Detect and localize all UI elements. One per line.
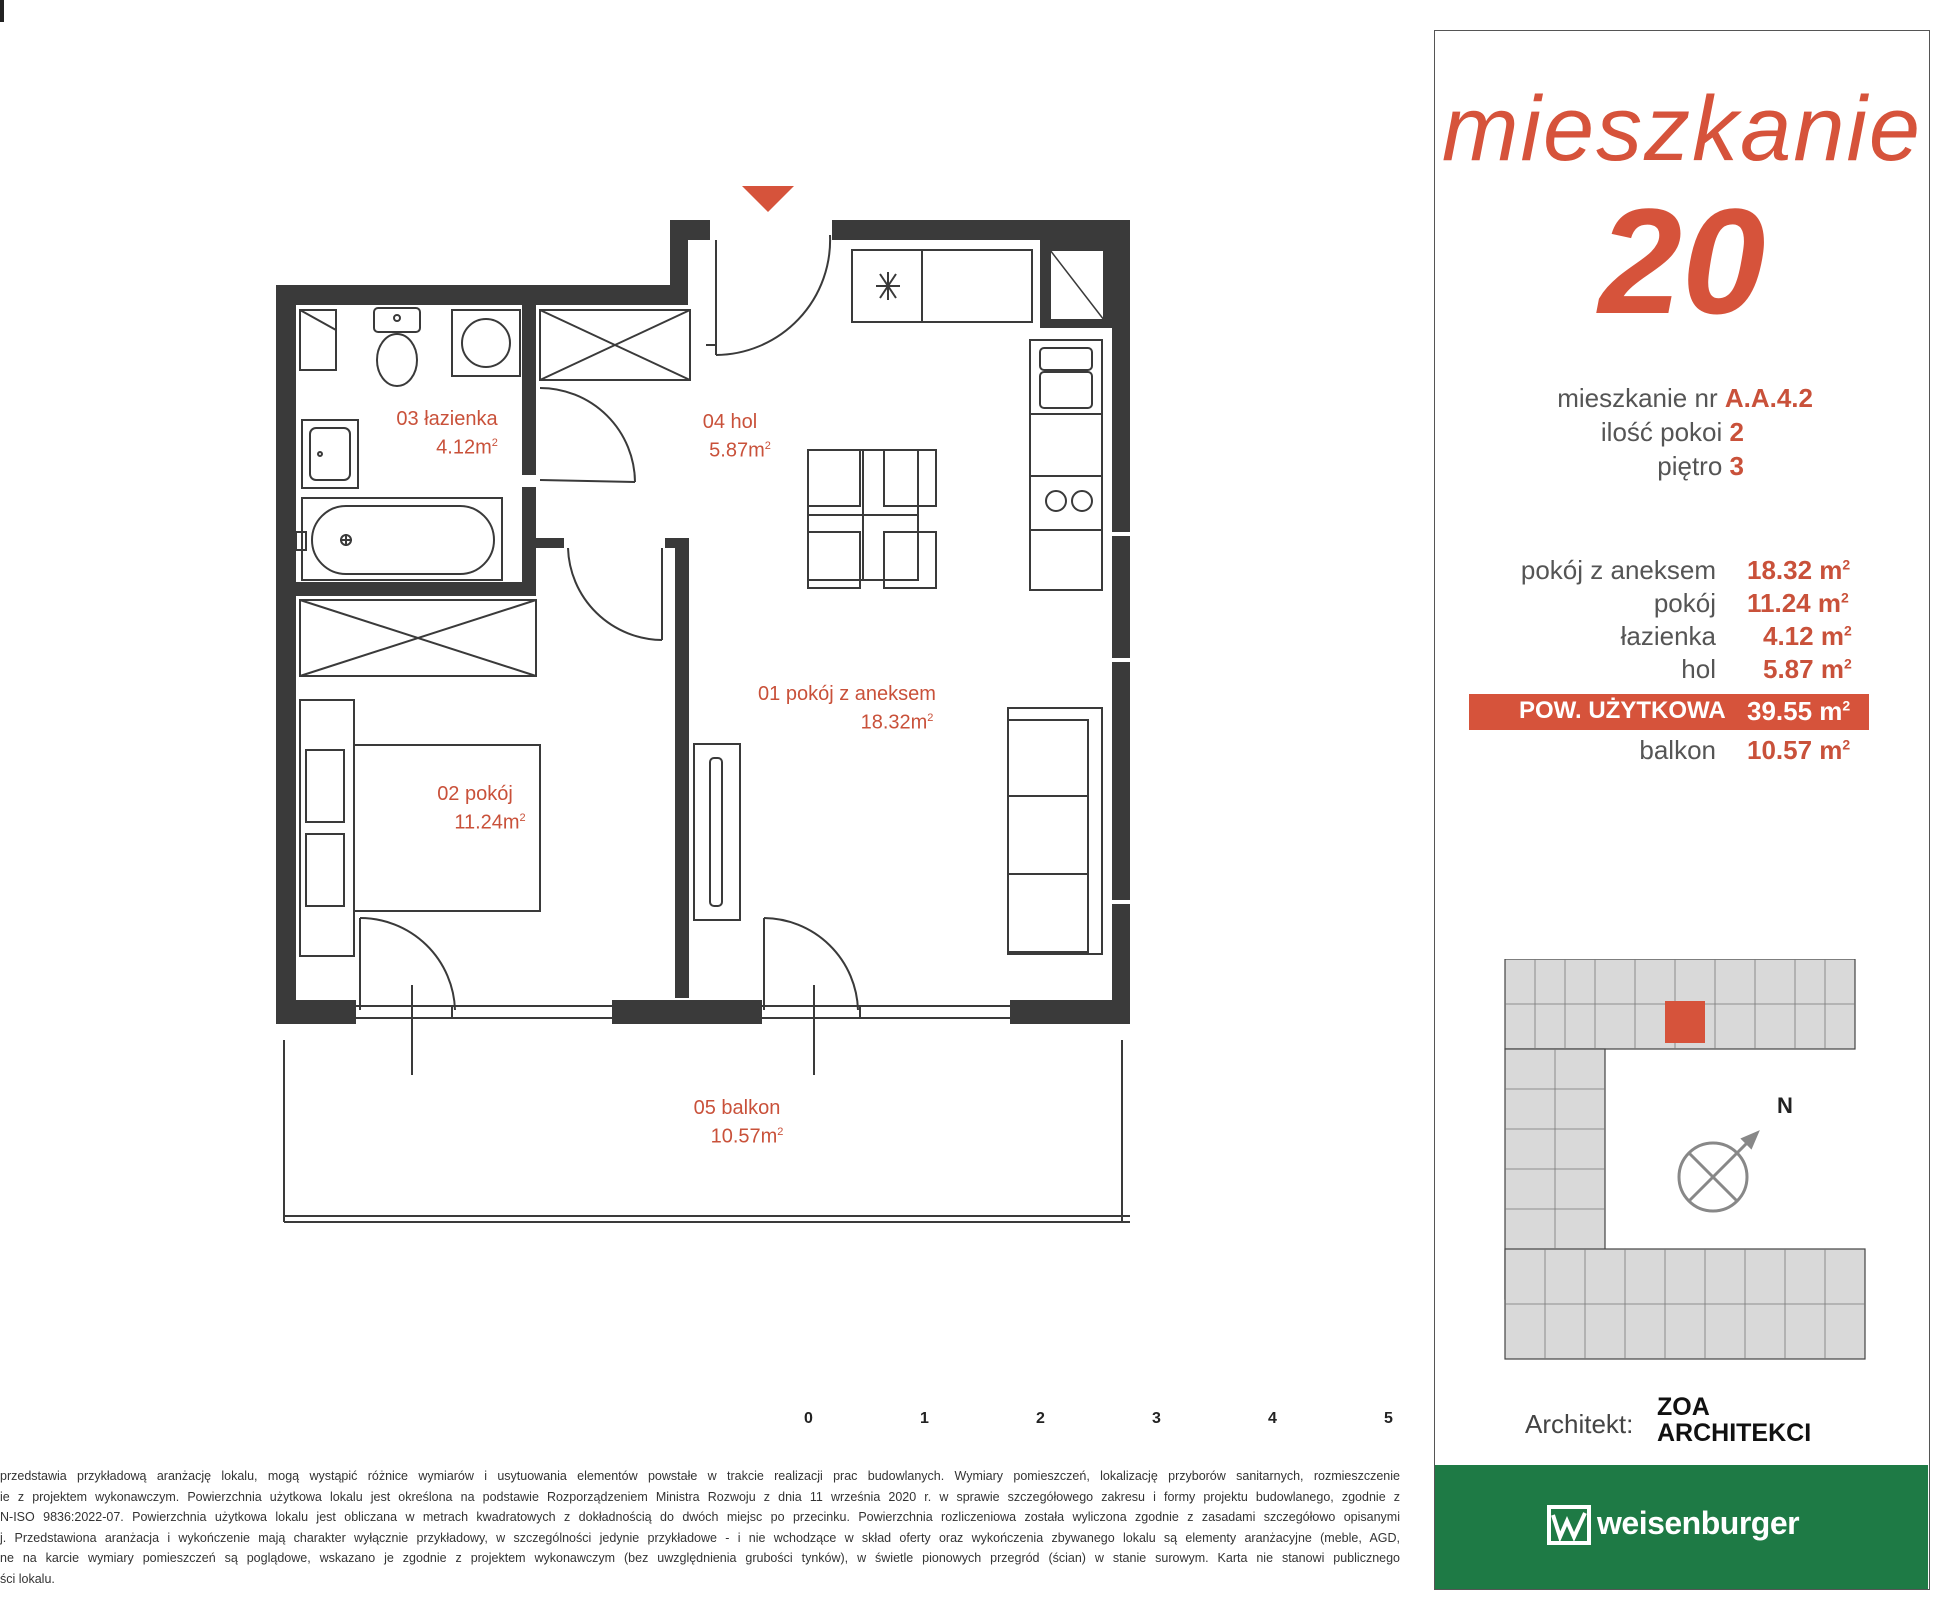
scale-tick: 0 <box>804 1410 813 1427</box>
area-value: 18.32 $m^2$ <box>1747 555 1851 585</box>
disclaimer-line: ie z projektem wykonawczym. Powierzchnia użytkowa lokalu jest określona na podstawie Rozporządzeniem Ministra Rozwoju z dnia 11 września 2020 r. w sprawie szczegółowego zakresu i formy projektu budowlanego, zgodnie z <box>0 1489 1400 1504</box>
wall-bottom-left <box>276 1000 356 1024</box>
area-row <box>1435 555 1931 587</box>
room-label-hall <box>680 410 780 463</box>
room-name: 03 łazienka <box>396 408 498 430</box>
architect-line1: ZOA <box>1657 1393 1710 1421</box>
total-area-value: 39.55 $m^2$ <box>1747 696 1851 726</box>
dining-table <box>808 450 936 588</box>
stove-mark <box>876 272 900 300</box>
room-label-balcony <box>682 1096 792 1149</box>
disclaimer-line: ne na karcie wymiary pomieszczeń są poglądowe, wskazano je zgodnie z projektem wykonawczym (bez uwzględnienia grubości tynków), w świetle pionowych przegród (ścian) w stanie surowym. Karta nie stanowi publicznego <box>0 1551 1400 1565</box>
area-row <box>1435 654 1931 686</box>
architect-line2: ARCHITEKCI <box>1657 1419 1812 1447</box>
room-area: $18.32m^2$ <box>860 711 934 734</box>
room-name: 01 pokój z aneksem <box>758 683 936 705</box>
wall-bath-lower <box>522 487 536 595</box>
total-area-bar <box>1469 694 1869 730</box>
meta-label: ilość pokoi <box>1600 417 1723 447</box>
room-area: $5.87m^2$ <box>709 439 771 462</box>
balcony-value: 10.57 $m^2$ <box>1747 735 1851 765</box>
wall-top-left <box>276 285 688 305</box>
compass-icon <box>1679 1133 1757 1211</box>
wall-right-upper <box>1112 220 1130 532</box>
disclaimer-line: ści lokalu. <box>0 1571 55 1586</box>
disclaimer-line: przedstawia przykładową aranżację lokalu, mogą wystąpić różnice wymiarów i usytuowania elementów powstałe w trakcie realizacji prac budowlanych. Wymiary pomieszczeń, lokalizację przyborów sanitarnych, rozmieszczenie <box>0 1469 1400 1483</box>
entry-door <box>706 235 830 355</box>
wall-bath-right <box>522 305 536 475</box>
wall-right-bottom <box>1112 662 1130 900</box>
wall-partition <box>675 538 689 998</box>
meta-value: 3 <box>1729 451 1744 481</box>
wall-bath-bottom <box>296 582 536 596</box>
corner-mark <box>0 0 4 22</box>
total-area-label: POW. UŻYTKOWA <box>1519 697 1726 724</box>
wall-right-lower <box>1112 536 1130 658</box>
floor-plan <box>0 0 1140 1240</box>
room-label-bathroom <box>382 407 512 460</box>
entrance-arrow <box>742 186 794 212</box>
meta-rooms <box>1601 417 1744 448</box>
area-value: 5.87 $m^2$ <box>1763 654 1852 684</box>
developer-footer <box>1435 1465 1928 1589</box>
sofa <box>1008 708 1102 954</box>
scale-tick: 1 <box>920 1410 929 1427</box>
wall-left <box>276 285 296 1024</box>
room-label-bedroom <box>420 782 530 835</box>
scale-tick: 2 <box>1036 1410 1045 1427</box>
wall-partition-cap <box>665 538 689 548</box>
wall-entry-cap <box>670 220 710 240</box>
area-label: hol <box>1681 654 1716 684</box>
room-area: $4.12m^2$ <box>436 436 498 459</box>
room-name: 04 hol <box>702 411 758 433</box>
meta-label: piętro <box>1657 451 1723 481</box>
keyplan-highlighted-unit <box>1665 1001 1705 1043</box>
scale-tick: 5 <box>1384 1410 1393 1427</box>
brand-name: weisenburger <box>1597 1505 1800 1541</box>
floor-plan-walls <box>276 220 1130 1024</box>
scale-tick: 3 <box>1152 1410 1161 1427</box>
balcony-row <box>1435 735 1931 767</box>
scale-tick: 4 <box>1268 1410 1277 1427</box>
room-name: 05 balkon <box>693 1097 781 1119</box>
wall-top-right <box>832 220 1130 240</box>
meta-floor <box>1657 451 1744 482</box>
area-label: łazienka <box>1620 621 1716 651</box>
area-row <box>1435 621 1931 653</box>
room-name: 02 pokój <box>437 783 513 805</box>
disclaimer-line: N-ISO 9836:2022-07. Powierzchnia użytkowa lokalu jest obliczana w metrach kwadratowych z dokładnością do dwóch miejsc po przecinku. Powierzchnia rozliczeniowa została wyliczona zgodnie z zasadami szczegółowo opisanymi <box>0 1510 1400 1524</box>
tv-cabinet <box>694 744 740 920</box>
apartment-info-panel <box>1434 30 1930 1590</box>
wall-bottom-right <box>1010 1000 1130 1024</box>
wall-bottom-mid <box>612 1000 762 1024</box>
architect-logo <box>1657 1394 1811 1446</box>
room-area: $11.24m^2$ <box>454 811 526 834</box>
apartment-number: 20 <box>1598 177 1766 345</box>
wall-hall-stub <box>536 538 564 548</box>
architect-label: Architekt: <box>1525 1409 1634 1439</box>
room-area: $10.57m^2$ <box>710 1125 784 1148</box>
meta-label: mieszkanie nr <box>1557 383 1718 413</box>
area-value: 11.24 $m^2$ <box>1747 588 1849 618</box>
meta-apartment-no <box>1557 383 1813 414</box>
area-label: pokój z aneksem <box>1520 555 1716 585</box>
area-label: pokój <box>1653 588 1716 618</box>
legal-disclaimer <box>0 1466 1400 1589</box>
meta-value: 2 <box>1729 417 1744 447</box>
area-row <box>1435 588 1931 620</box>
meta-value: A.A.4.2 <box>1724 383 1813 413</box>
weisenburger-logo-icon <box>1547 1505 1591 1545</box>
apartment-title: mieszkanie <box>1441 78 1923 180</box>
building-key-plan <box>1495 959 1895 1379</box>
disclaimer-line: j. Przedstawiona aranżacja i wykończenie mają charakter wyłącznie przykładowy, w szczególności jedynie przykładowe - i nie wchodzące w skład oferty oraz wykończenia zbywanego lokalu są elementy aranżacyjne (meble, AGD, <box>0 1530 1400 1545</box>
balcony-label: balkon <box>1639 735 1716 765</box>
room-label-living <box>752 682 942 735</box>
compass-north-label: N <box>1777 1093 1793 1118</box>
area-value: 4.12 $m^2$ <box>1763 621 1852 651</box>
